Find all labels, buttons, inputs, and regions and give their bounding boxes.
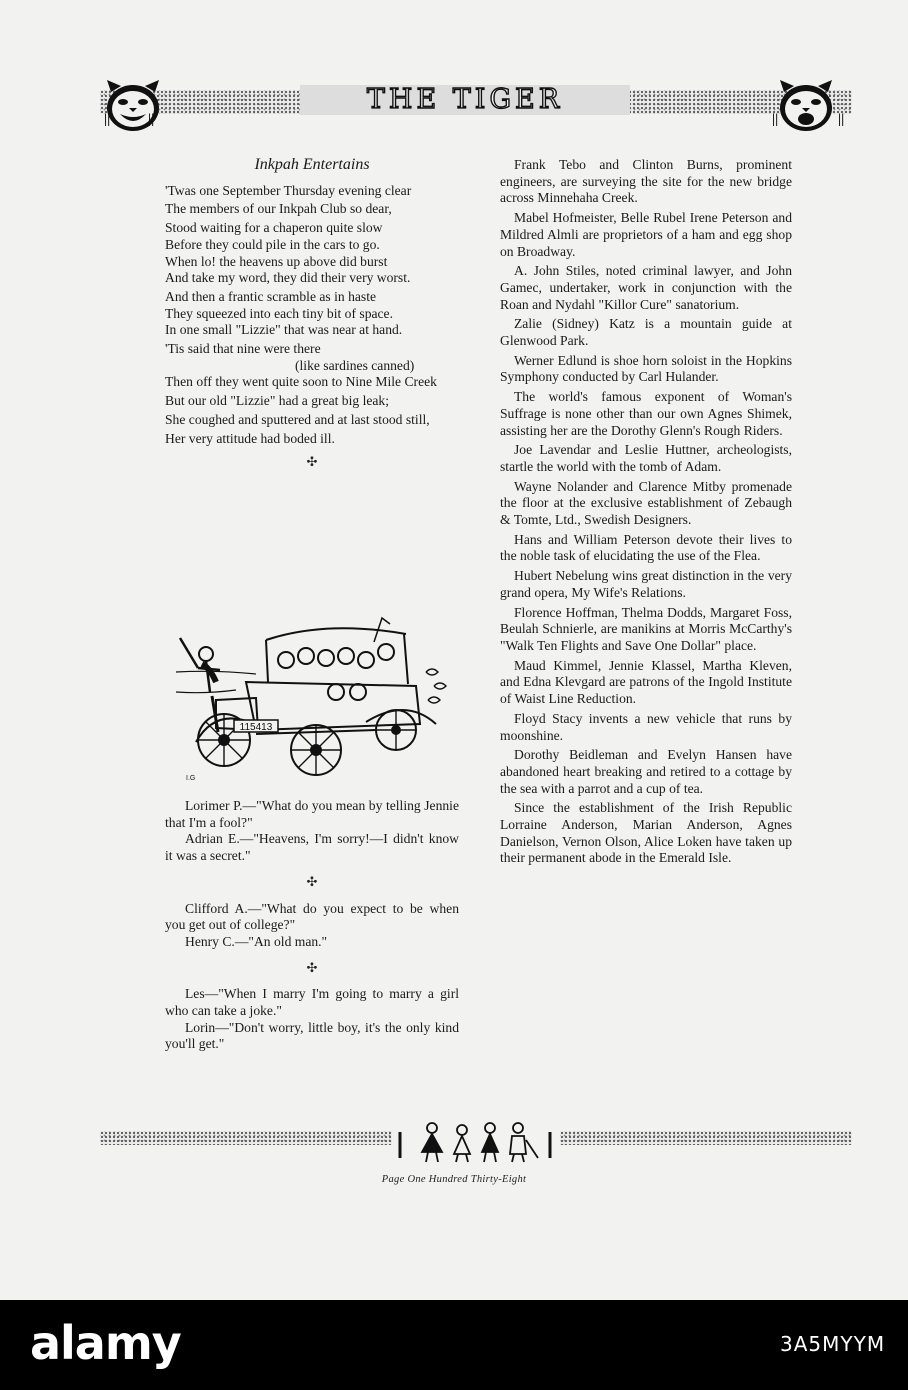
joke-line: Lorin—"Don't worry, little boy, it's the only kind you'll get." (165, 1019, 459, 1052)
header-tick-mark: || (104, 112, 111, 127)
artist-initials: I.G (186, 775, 196, 782)
ornament-divider: ✣ (306, 959, 318, 975)
joke-line: Adrian E.—"Heavens, I'm sorry!—I didn't know it was a secret." (165, 831, 459, 864)
tiger-face-icon (776, 78, 836, 134)
poem-line: She coughed and sputtered and at last stood still, (165, 411, 430, 427)
prophecy-paragraph: Hubert Nebelung wins great distinction in the very grand opera, My Wife's Relations. (500, 568, 792, 600)
prophecy-paragraph: Werner Edlund is shoe horn soloist in the Hopkins Symphony conducted by Carl Hulander. (500, 352, 792, 385)
ornament-divider: ✣ (306, 873, 318, 889)
prophecy-paragraph: Florence Hoffman, Thelma Dodds, Margaret Foss, Beulah Schnierle, are manikins at Morris McCarthy's "Walk Ten Flights and Save One Dollar" place. (500, 604, 792, 653)
prophecy-paragraph: The world's famous exponent of Woman's Suffrage is none other than our own Agnes Shimek, assisting her are the Dorothy Glenn's Rough Riders. (500, 389, 792, 438)
poem (165, 157, 459, 478)
watermark-image-id: 3A5MYYM (780, 1332, 886, 1356)
poem-line: Stood waiting for a chaperon quite slow (165, 220, 383, 236)
prophecy-paragraph: Since the establishment of the Irish Republic Lorraine Anderson, Marian Anderson, Agnes Danielson, Vernon Olson, Alice Loken have taken up their permanent abode in the Emerald Isle. (500, 800, 792, 866)
prophecy-paragraph: Joe Lavendar and Leslie Huttner, archeologists, startle the world with the tomb of Adam. (500, 442, 792, 474)
car-illustration (176, 612, 456, 787)
poem-line: They squeezed into each tiny bit of space. (165, 305, 393, 321)
prophecy-paragraph: Mabel Hofmeister, Belle Rubel Irene Peterson and Mildred Almli are proprietors of a ham and egg shop on Broadway. (500, 210, 792, 259)
joke-line: Les—"When I marry I'm going to marry a girl who can take a joke." (165, 986, 459, 1019)
page-number-label: Page One Hundred Thirty-Eight (381, 1174, 527, 1185)
poem-line: The members of our Inkpah Club so dear, (165, 201, 392, 217)
prophecy-paragraph: Floyd Stacy invents a new vehicle that runs by moonshine. (500, 710, 792, 743)
header-tick-mark: || (772, 112, 779, 127)
poem-line: When lo! the heavens up above did burst (165, 253, 388, 269)
poem-line: Before they could pile in the cars to go. (165, 236, 380, 252)
joke-line: Lorimer P.—"What do you mean by telling Jennie that I'm a fool?" (165, 798, 459, 830)
poem-line: 'Tis said that nine were there (165, 341, 321, 357)
footer-figures-illustration (392, 1118, 560, 1168)
header-title: THE TIGER (300, 85, 630, 115)
poem-line: And then a frantic scramble as in haste (165, 288, 377, 304)
joke-line: Clifford A.—"What do you expect to be when you get out of college?" (165, 900, 459, 933)
prophecy-paragraph: Maud Kimmel, Jennie Klassel, Martha Kleven, and Edna Klevgard are patrons of the Ingold Institute of Waist Line Reduction. (500, 657, 792, 707)
license-plate: 115413 (239, 722, 273, 733)
prophecy-column (500, 157, 792, 870)
poem-title: Inkpah Entertains (254, 156, 370, 173)
prophecy-paragraph: Hans and William Peterson devote their lives to the noble task of elucidating the use of the Flea. (500, 531, 792, 564)
header-tick-mark: || (148, 112, 155, 127)
prophecy-paragraph: Dorothy Beidleman and Evelyn Hansen have abandoned heart breaking and retired to a cottage by the sea with a parrot and a cup of tea. (500, 747, 792, 796)
ornament-divider: ✣ (306, 454, 318, 470)
poem-line: (like sardines canned) (295, 357, 415, 373)
poem-line: Her very attitude had boded ill. (165, 430, 335, 446)
jokes-section (165, 798, 459, 1053)
joke-line: Henry C.—"An old man." (185, 933, 328, 949)
poem-line: Then off they went quite soon to Nine Mile Creek (165, 374, 437, 390)
prophecy-paragraph: Frank Tebo and Clinton Burns, prominent engineers, are surveying the site for the new bridge across Minnehaha Creek. (500, 157, 792, 206)
poem-line: 'Twas one September Thursday evening clear (165, 182, 412, 198)
prophecy-paragraph: Zalie (Sidney) Katz is a mountain guide at Glenwood Park. (500, 316, 792, 349)
prophecy-paragraph: Wayne Nolander and Clarence Mitby promenade the floor at the exclusive establishment of Zebaugh & Tomte, Ltd., Swedish Designers. (500, 478, 792, 528)
poem-line: But our old "Lizzie" had a great big leak; (165, 393, 389, 409)
watermark-logo: alamy (30, 1316, 181, 1370)
header-tick-mark: || (838, 112, 845, 127)
poem-line: In one small "Lizzie" that was near at hand. (165, 322, 403, 338)
prophecy-paragraph: A. John Stiles, noted criminal lawyer, and John Gamec, undertaker, work in conjunction with the Roan and Nydahl "Killor Cure" sanatorium. (500, 263, 792, 312)
poem-line: And take my word, they did their very worst. (165, 270, 411, 286)
